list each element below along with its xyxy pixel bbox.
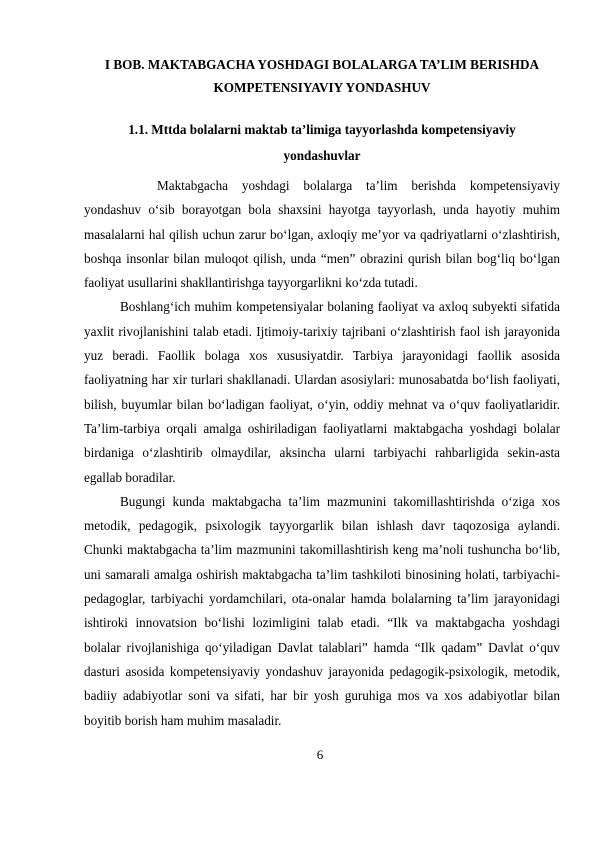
chapter-title: I BOB. MAKTABGACHA YOSHDAGI BOLALARGA TA’LIM BERISHDA KOMPETENSIYAVIY YONDASHUV xyxy=(104,57,540,95)
paragraph-3: Bugungi kunda maktabgacha ta’lim mazmunini takomillashtirishda o‘ziga xos metodik, pedagogik, psixologik tayyorgarlik bilan ishlash davr taqozosiga aylandi. Chunki maktabgacha ta’lim mazmunini takomillashtirish keng ma’noli tushuncha bo‘lib, uni samarali amalga oshirish maktabgacha ta’lim tashkiloti binosining holati, tarbiyachi-pedagoglar, tarbiyachi yordamchilari, ota-onalar hamda bolalarning ta’lim jarayonidagi ishtiroki innovatsion bo‘lishi lozimligini talab etadi. “Ilk va maktabgacha yoshdagi bolalar rivojlanishiga qo‘yiladigan Davlat talablari” hamda “Ilk qadam” Davlat o‘quv dasturi asosida kompetensiyaviy yondashuv jarayonida pedagogik-psixologik, metodik, badiiy adabiyotlar soni va sifati, har bir yosh guruhiga mos va xos adabiyotlar bilan boyitib borish ham muhim masaladir. xyxy=(84,493,560,728)
section-title: 1.1. Mttda bolalarni maktab ta’limiga tayyorlashda kompetensiyaviy yondashuvlar xyxy=(128,122,516,163)
paragraph-1: Maktabgacha yoshdagi bolalarga ta’lim berishda kompetensiyaviy yondashuv o‘sib borayotgan bola shaxsini hayotga tayyorlash, unda hayotiy muhim masalalarni hal qilish uchun zarur bo‘lgan, axloqiy me’yor va qadriyatlarni o‘zlashtirish, boshqa insonlar bilan muloqot qilish, unda “men” obrazini qurish bilan bog‘liq bo‘lgan faoliyat usullarini shakllantirishga tayyorgarlikni ko‘zda tutadi. xyxy=(84,178,560,291)
paragraph-2: Boshlang‘ich muhim kompetensiyalar bolaning faoliyat va axloq subyekti sifatida yaxlit rivojlanishini talab etadi. Ijtimoiy-tarixiy tajribani o‘zlashtirish faol ish jarayonida yuz beradi. Faollik bolaga xos xususiyatdir. Tarbiya jarayonidagi faollik asosida faoliyatning har xir turlari shakllanadi. Ulardan asosiylari: munosabatda bo‘lish faoliyati, bilish, buyumlar bilan bo‘ladigan faoliyat, o‘yin, oddiy mehnat va o‘quv faoliyatlaridir. Ta’lim-tarbiya orqali amalga oshiriladigan faoliyatlarni maktabgacha yoshdagi bolalar birdaniga o‘zlashtirib olmaydilar, aksincha ularni tarbiyachi rahbarligida sekin-asta egallab boradilar. xyxy=(84,299,560,485)
page-number: 6 xyxy=(316,747,324,762)
body-text xyxy=(84,174,560,733)
